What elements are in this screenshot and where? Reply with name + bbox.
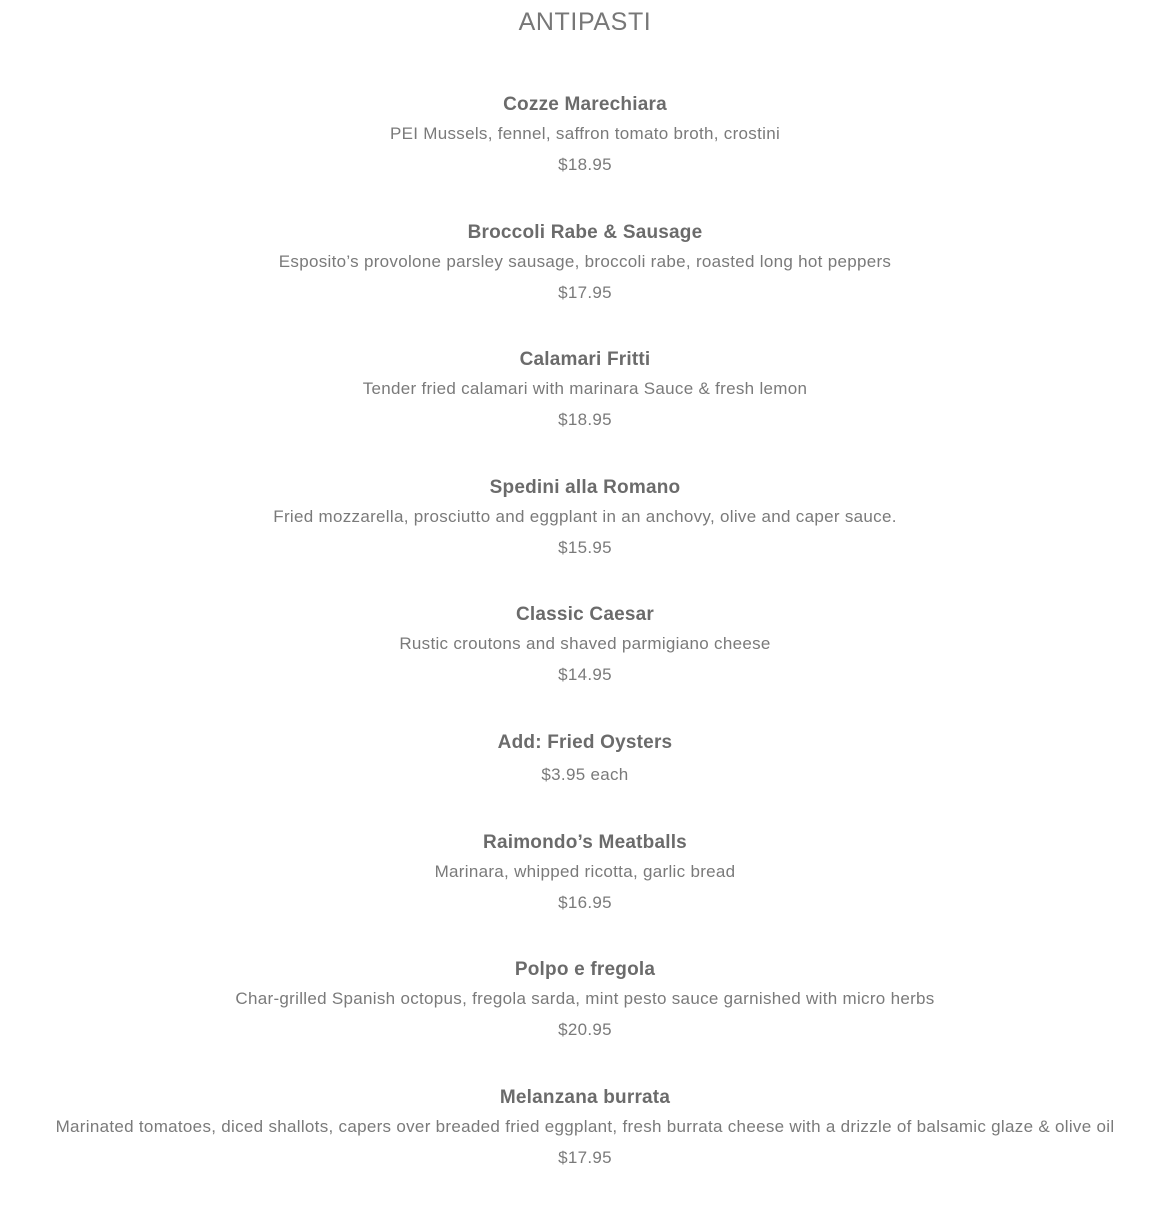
item-price: $15.95 — [0, 532, 1170, 564]
menu-items-list — [0, 91, 1170, 1211]
item-price: $18.95 — [0, 149, 1170, 181]
item-description: Fried mozzarella, prosciutto and eggplant in an anchovy, olive and caper sauce. — [0, 502, 1170, 532]
item-name: Spedini alla Romano — [0, 474, 1170, 502]
item-name: Polpo e fregola — [0, 956, 1170, 984]
item-price: $18.95 — [0, 404, 1170, 436]
item-description: Marinated tomatoes, diced shallots, capers over breaded fried eggplant, fresh burrata cheese with a drizzle of balsamic glaze & olive oil — [0, 1112, 1170, 1142]
menu-item — [0, 346, 1170, 474]
item-name: Melanzana burrata — [0, 1084, 1170, 1112]
menu-item — [0, 1084, 1170, 1211]
menu-item — [0, 829, 1170, 957]
item-price: $17.95 — [0, 277, 1170, 309]
item-name: Broccoli Rabe & Sausage — [0, 219, 1170, 247]
menu-item — [0, 474, 1170, 602]
item-name: Calamari Fritti — [0, 346, 1170, 374]
item-description: Tender fried calamari with marinara Sauce & fresh lemon — [0, 374, 1170, 404]
menu-item-addon — [0, 729, 1170, 829]
item-name: Raimondo’s Meatballs — [0, 829, 1170, 857]
item-price: $20.95 — [0, 1014, 1170, 1046]
menu-item — [0, 956, 1170, 1084]
item-name: Cozze Marechiara — [0, 91, 1170, 119]
item-name: Add: Fried Oysters — [0, 729, 1170, 757]
item-description: Char-grilled Spanish octopus, fregola sarda, mint pesto sauce garnished with micro herbs — [0, 984, 1170, 1014]
item-price: $17.95 — [0, 1142, 1170, 1174]
menu-item — [0, 219, 1170, 347]
item-price: $3.95 each — [0, 759, 1170, 791]
item-description: Marinara, whipped ricotta, garlic bread — [0, 857, 1170, 887]
section-title: ANTIPASTI — [0, 0, 1170, 42]
item-price: $14.95 — [0, 659, 1170, 691]
item-price: $16.95 — [0, 887, 1170, 919]
menu-item — [0, 91, 1170, 219]
item-description: PEI Mussels, fennel, saffron tomato broth, crostini — [0, 119, 1170, 149]
item-description: Esposito’s provolone parsley sausage, broccoli rabe, roasted long hot peppers — [0, 247, 1170, 277]
menu-item — [0, 601, 1170, 729]
item-name: Classic Caesar — [0, 601, 1170, 629]
item-description: Rustic croutons and shaved parmigiano cheese — [0, 629, 1170, 659]
